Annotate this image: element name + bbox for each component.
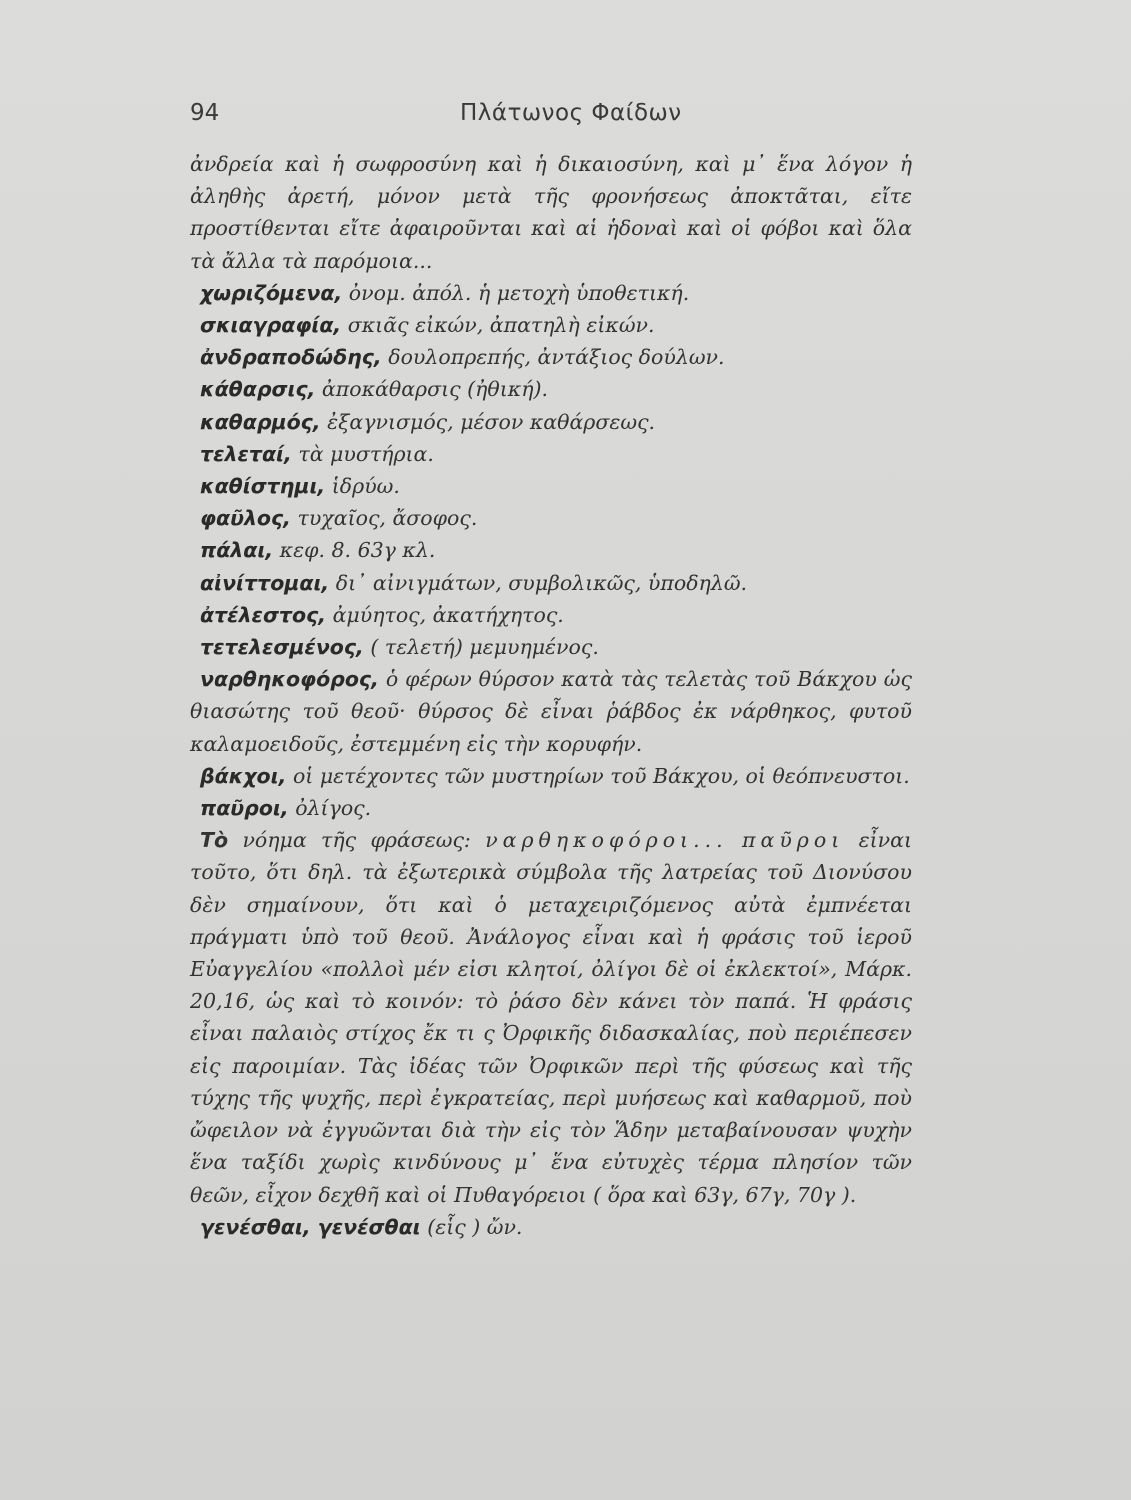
glossary-entry (190, 373, 912, 405)
glossary-term: πάλαι, (200, 538, 274, 563)
commentary-paragraph (190, 824, 912, 1210)
glossary-definition: ὀλίγος. (295, 796, 372, 821)
glossary-term: ἀτέλεστος, (200, 602, 327, 627)
glossary-definition: ὀνομ. ἀπόλ. ἡ μετοχὴ ὑποθετική. (348, 280, 690, 305)
page-header (190, 100, 910, 136)
intro-paragraph: ἀνδρεία καὶ ἡ σωφροσύνη καὶ ἡ δικαιοσύνη, καὶ μ᾽ ἕνα λόγον ἡ ἀληθὴς ἀρετή, μόνον μετὰ τῆς φρονήσεως ἀποκτᾶται, εἴτε προστίθενται εἴτε ἀφαιροῦνται καὶ αἱ ἡδοναὶ καὶ οἱ φόβοι καὶ ὅλα τὰ ἄλλα τὰ παρόμοια... (190, 152, 912, 273)
glossary-term: τετελεσμένος, (200, 635, 364, 660)
glossary-entry (190, 567, 912, 599)
glossary-term: παῦροι, (200, 796, 289, 821)
glossary-term: χωριζόμενα, (200, 280, 343, 305)
glossary-term: βάκχοι, (200, 763, 287, 788)
glossary-definition: ὁ φέρων θύρσον κατὰ τὰς τελετὰς τοῦ Βάκχου ὡς θιασώτης τοῦ θεοῦ· θύρσος δὲ εἶναι ῥάβδος ἐκ νάρθηκος, φυτοῦ καλαμοειδοῦς, ἐστεμμένη εἰς τὴν κορυφήν. (190, 667, 912, 756)
glossary-definition: τὰ μυστήρια. (298, 441, 434, 466)
glossary-definition: ( τελετή) μεμυημένος. (370, 635, 599, 660)
glossary-entry (190, 599, 912, 631)
glossary-entry (190, 534, 912, 566)
glossary-entry (190, 502, 912, 534)
glossary-definition: ἀποκάθαρσις (ἠθική). (321, 377, 549, 402)
glossary-term: φαῦλος, (200, 506, 291, 531)
glossary-entry (190, 341, 912, 373)
page-number: 94 (190, 100, 220, 126)
glossary-definition: δι᾽ αἰνιγμάτων, συμβολικῶς, ὑποδηλῶ. (335, 570, 748, 595)
glossary-term: κάθαρσις, (200, 377, 316, 402)
running-title: Πλάτωνος Φαίδων (460, 100, 682, 126)
glossary-entry-bakchoi (190, 760, 912, 792)
glossary-definition: σκιᾶς εἰκών, ἀπατηλὴ εἰκών. (347, 313, 655, 338)
glossary-definition: οἱ μετέχοντες τῶν μυστηρίων τοῦ Βάκχου, οἱ θεόπνευστοι. (292, 763, 910, 788)
glossary-term: ἀνδραποδώδης, (200, 345, 382, 370)
glossary-entry (190, 406, 912, 438)
glossary-term: σκιαγραφία, (200, 313, 342, 338)
glossary-entry-pauroi (190, 792, 912, 824)
commentary-quote: ναρθηκοφόροι... (485, 828, 728, 853)
glossary-entry (190, 277, 912, 309)
glossary-definition: δουλοπρεπής, ἀντάξιος δούλων. (388, 345, 725, 370)
glossary-term: καθίστημι, (200, 474, 326, 499)
glossary-list (190, 277, 912, 824)
glossary-definition: ἀμύητος, ἀκατήχητος. (332, 602, 564, 627)
glossary-definition: ἱδρύω. (331, 474, 400, 499)
glossary-definition: τυχαῖος, ἄσοφος. (297, 506, 478, 531)
glossary-entry (190, 631, 912, 663)
commentary-lead-word: Τὸ (200, 828, 229, 853)
glossary-definition: ἐξαγνισμός, μέσον καθάρσεως. (327, 409, 656, 434)
commentary-text: εἶναι τοῦτο, ὅτι δηλ. τὰ ἐξωτερικὰ σύμβολα τῆς λατρείας τοῦ Διονύσου δὲν σημαίνουν, ὅτι καὶ ὁ μεταχειριζόμενος αὐτὰ ἐμπνέεται πράγματι ὑπὸ τοῦ θεοῦ. Ἀνάλογος εἶναι καὶ ἡ φράσις τοῦ ἱεροῦ Εὐαγγελίου «πολλοὶ μέν εἰσι κλητοί, ὀλίγοι δὲ οἱ ἐκλεκτοί», Μάρκ. 20,16, ὡς καὶ τὸ κοινόν: τὸ ῥάσο δὲν κάνει τὸν παπά. Ἡ φράσις εἶναι παλαιὸς στίχος ἔκ τι ς Ὀρφικῆς διδασκαλίας, ποὺ περιέπεσεν εἰς παροιμίαν. Τὰς ἰδέας τῶν Ὀρφικῶν περὶ τῆς φύσεως καὶ τῆς τύχης τῆς ψυχῆς, περὶ ἐγκρατείας, περὶ μυήσεως καὶ καθαρμοῦ, ποὺ ὤφειλον νὰ ἐγγυῶνται διὰ τὴν εἰς τὸν Ἅδην μεταβαίνουσαν ψυχὴν ἕνα ταξίδι χωρὶς κινδύνους μ᾽ ἕνα εὐτυχὲς τέρμα πλησίον τῶν θεῶν, εἶχον δεχθῆ καὶ οἱ Πυθαγόρειοι ( ὅρα καὶ 63γ, 67γ, 70γ ). (190, 828, 912, 1207)
page-body (190, 148, 912, 1243)
glossary-definition: κεφ. 8. 63γ κλ. (279, 538, 436, 563)
glossary-entry-genesthai (190, 1211, 912, 1243)
glossary-entry (190, 470, 912, 502)
glossary-term: ναρθηκοφόρος, (200, 667, 379, 692)
commentary-quote: παῦροι (742, 828, 845, 853)
glossary-term: τελεταί, (200, 441, 292, 466)
glossary-definition: (εἷς ) ὤν. (427, 1214, 523, 1239)
glossary-entry (190, 309, 912, 341)
glossary-term: καθαρμός, (200, 409, 321, 434)
glossary-term: αἰνίττομαι, (200, 570, 330, 595)
glossary-entry-narthex (190, 663, 912, 760)
glossary-entry (190, 438, 912, 470)
glossary-term: γενέσθαι, γενέσθαι (200, 1214, 421, 1239)
commentary-text: νόημα τῆς φράσεως: (242, 828, 471, 853)
